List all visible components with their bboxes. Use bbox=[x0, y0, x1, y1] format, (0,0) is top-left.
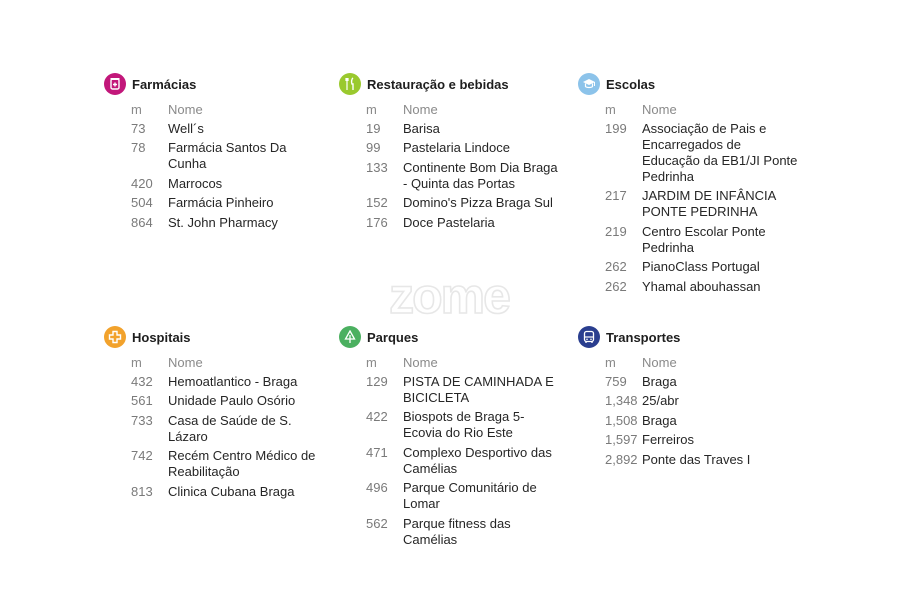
column-header-name: Nome bbox=[168, 355, 203, 370]
table-header-row bbox=[131, 355, 334, 371]
place-name: JARDIM DE INFÂNCIA PONTE PEDRINHA bbox=[642, 188, 776, 220]
table-row bbox=[366, 215, 569, 231]
column-header-name: Nome bbox=[403, 102, 438, 117]
table-row bbox=[605, 121, 808, 185]
table-row bbox=[366, 121, 569, 137]
distance-value: 1,597 bbox=[605, 432, 638, 448]
distance-value: 1,508 bbox=[605, 412, 638, 428]
place-name: Farmácia Pinheiro bbox=[168, 195, 274, 211]
distance-value: 422 bbox=[366, 409, 388, 425]
place-name: Braga bbox=[642, 412, 677, 428]
section-parques bbox=[339, 325, 569, 551]
distance-table bbox=[131, 355, 334, 500]
table-row bbox=[605, 413, 808, 429]
distance-table bbox=[366, 102, 569, 231]
column-header-name: Nome bbox=[403, 355, 438, 370]
table-row bbox=[366, 140, 569, 156]
distance-table bbox=[366, 355, 569, 548]
distance-value: 129 bbox=[366, 374, 388, 389]
table-row bbox=[366, 480, 569, 512]
column-header-distance: m bbox=[605, 102, 616, 117]
distance-value: 152 bbox=[366, 195, 388, 211]
table-row bbox=[366, 445, 569, 477]
bus-icon bbox=[578, 326, 600, 348]
distance-value: 217 bbox=[605, 188, 627, 204]
place-name: St. John Pharmacy bbox=[168, 214, 278, 230]
table-row bbox=[605, 374, 808, 390]
distance-value: 199 bbox=[605, 121, 627, 136]
section-title: Escolas bbox=[606, 76, 656, 92]
table-row bbox=[366, 516, 569, 548]
table-row bbox=[131, 121, 334, 137]
place-name: Yhamal abouhassan bbox=[642, 278, 761, 294]
table-row bbox=[131, 140, 334, 172]
section-escolas bbox=[578, 72, 808, 298]
table-row bbox=[131, 176, 334, 192]
table-row bbox=[131, 215, 334, 231]
column-header-distance: m bbox=[131, 102, 142, 117]
place-name: PianoClass Portugal bbox=[642, 259, 760, 275]
distance-value: 504 bbox=[131, 195, 153, 211]
table-row bbox=[131, 393, 334, 409]
table-row bbox=[131, 413, 334, 445]
place-name: Unidade Paulo Osório bbox=[168, 393, 296, 409]
table-row bbox=[605, 224, 808, 256]
place-name: 25/abr bbox=[642, 393, 679, 409]
column-header-name: Nome bbox=[168, 102, 203, 117]
distance-value: 742 bbox=[131, 448, 153, 464]
distance-value: 562 bbox=[366, 515, 388, 531]
place-name: Associação de Pais e Encarregados de Educação da EB1/JI Ponte Pedrinha bbox=[642, 121, 798, 184]
distance-value: 733 bbox=[131, 412, 153, 428]
place-name: Continente Bom Dia Braga - Quinta das Portas bbox=[403, 159, 558, 191]
section-title: Transportes bbox=[606, 329, 681, 345]
column-header-distance: m bbox=[131, 355, 142, 370]
place-name: Ponte das Traves I bbox=[642, 451, 751, 467]
table-row bbox=[605, 432, 808, 448]
place-name: PISTA DE CAMINHADA E BICICLETA bbox=[403, 374, 554, 405]
distance-value: 262 bbox=[605, 259, 627, 275]
section-transportes bbox=[578, 325, 808, 471]
place-name: Centro Escolar Ponte Pedrinha bbox=[642, 223, 766, 255]
section-farmacias bbox=[104, 72, 334, 234]
table-header-row bbox=[366, 102, 569, 118]
place-name: Pastelaria Lindoce bbox=[403, 140, 510, 156]
column-header-distance: m bbox=[366, 102, 377, 117]
section-restauracao bbox=[339, 72, 569, 234]
table-row bbox=[605, 188, 808, 220]
distance-value: 2,892 bbox=[605, 451, 638, 467]
distance-value: 432 bbox=[131, 374, 153, 389]
table-row bbox=[131, 374, 334, 390]
table-row bbox=[366, 409, 569, 441]
table-header-row bbox=[605, 355, 808, 371]
place-name: Biospots de Braga 5- Ecovia do Rio Este bbox=[403, 409, 525, 441]
section-title: Restauração e bebidas bbox=[367, 76, 509, 92]
column-header-distance: m bbox=[605, 355, 616, 370]
fork-knife-icon bbox=[339, 73, 361, 95]
distance-value: 78 bbox=[131, 140, 146, 156]
place-name: Recém Centro Médico de Reabilitação bbox=[168, 448, 316, 480]
distance-value: 496 bbox=[366, 480, 388, 496]
distance-value: 176 bbox=[366, 214, 388, 230]
distance-value: 99 bbox=[366, 140, 381, 156]
watermark-text: zome bbox=[389, 273, 509, 324]
section-header bbox=[104, 72, 334, 96]
distance-value: 864 bbox=[131, 214, 153, 230]
distance-value: 471 bbox=[366, 444, 388, 460]
place-name: Clinica Cubana Braga bbox=[168, 483, 295, 499]
pharmacy-icon bbox=[104, 73, 126, 95]
section-header bbox=[339, 72, 569, 96]
table-row bbox=[605, 279, 808, 295]
table-row bbox=[131, 195, 334, 211]
place-name: Braga bbox=[642, 374, 677, 389]
medical-cross-icon bbox=[104, 326, 126, 348]
table-row bbox=[605, 393, 808, 409]
place-name: Complexo Desportivo das Camélias bbox=[403, 444, 552, 476]
place-name: Marrocos bbox=[168, 175, 223, 191]
distance-value: 219 bbox=[605, 223, 627, 239]
table-header-row bbox=[366, 355, 569, 371]
column-header-name: Nome bbox=[642, 355, 677, 370]
section-header bbox=[339, 325, 569, 349]
place-name: Well´s bbox=[168, 121, 204, 136]
table-row bbox=[605, 452, 808, 468]
distance-value: 73 bbox=[131, 121, 146, 136]
distance-value: 133 bbox=[366, 159, 388, 175]
place-name: Domino's Pizza Braga Sul bbox=[403, 195, 553, 211]
table-row bbox=[605, 259, 808, 275]
distance-table bbox=[605, 355, 808, 468]
zome-watermark-logo bbox=[343, 273, 555, 325]
place-name: Parque fitness das Camélias bbox=[403, 515, 511, 547]
distance-table bbox=[131, 102, 334, 231]
distance-value: 759 bbox=[605, 374, 627, 389]
column-header-name: Nome bbox=[642, 102, 677, 117]
section-title: Parques bbox=[367, 329, 419, 345]
section-header bbox=[104, 325, 334, 349]
place-name: Casa de Saúde de S. Lázaro bbox=[168, 412, 292, 444]
table-row bbox=[131, 448, 334, 480]
table-row bbox=[131, 484, 334, 500]
place-name: Parque Comunitário de Lomar bbox=[403, 480, 537, 512]
place-name: Barisa bbox=[403, 121, 440, 136]
place-name: Hemoatlantico - Braga bbox=[168, 374, 298, 389]
section-header bbox=[578, 72, 808, 96]
column-header-distance: m bbox=[366, 355, 377, 370]
table-row bbox=[366, 195, 569, 211]
graduation-cap-icon bbox=[578, 73, 600, 95]
section-title: Farmácias bbox=[132, 76, 197, 92]
distance-value: 1,348 bbox=[605, 393, 638, 409]
distance-value: 420 bbox=[131, 175, 153, 191]
distance-value: 19 bbox=[366, 121, 381, 136]
distance-value: 561 bbox=[131, 393, 153, 409]
table-row bbox=[366, 160, 569, 192]
tree-icon bbox=[339, 326, 361, 348]
distance-table bbox=[605, 102, 808, 295]
table-row bbox=[366, 374, 569, 406]
distance-value: 262 bbox=[605, 278, 627, 294]
place-name: Ferreiros bbox=[642, 432, 695, 448]
section-header bbox=[578, 325, 808, 349]
table-header-row bbox=[131, 102, 334, 118]
section-title: Hospitais bbox=[132, 329, 191, 345]
distance-value: 813 bbox=[131, 483, 153, 499]
table-header-row bbox=[605, 102, 808, 118]
place-name: Farmácia Santos Da Cunha bbox=[168, 140, 287, 172]
place-name: Doce Pastelaria bbox=[403, 214, 495, 230]
section-hospitais bbox=[104, 325, 334, 503]
